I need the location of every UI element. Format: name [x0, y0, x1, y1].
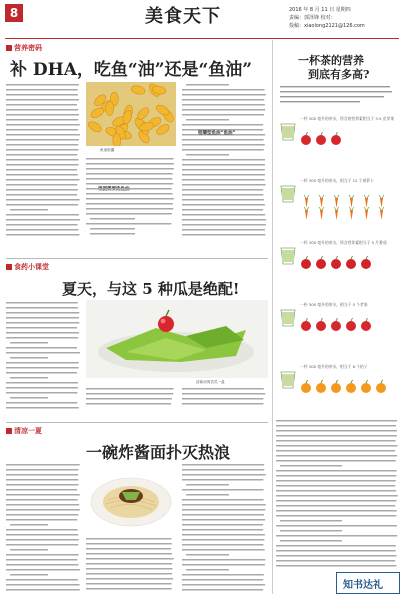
text-line — [10, 574, 48, 576]
apple-icon — [300, 132, 398, 162]
text-line — [10, 357, 48, 359]
article2-col1 — [6, 300, 82, 410]
text-line — [6, 469, 78, 471]
tea-row-label: 一杯 300 毫升的茶水，相当于 5 个苹果 — [300, 302, 368, 307]
text-line — [86, 568, 173, 570]
text-line — [86, 178, 172, 180]
text-line — [6, 149, 78, 151]
text-line — [182, 124, 263, 126]
text-line — [6, 312, 79, 314]
text-line — [182, 504, 266, 506]
text-line — [182, 398, 263, 400]
text-line — [6, 362, 79, 364]
text-line — [6, 169, 77, 171]
tea-row — [278, 362, 398, 420]
text-line — [6, 109, 78, 111]
article3-col3-textlines — [182, 462, 268, 592]
text-line — [86, 188, 172, 190]
text-line — [276, 480, 396, 482]
text-line — [182, 179, 265, 181]
publication-logo — [336, 572, 400, 594]
text-line — [186, 154, 229, 156]
text-line — [276, 505, 395, 507]
text-line — [86, 393, 173, 395]
text-line — [86, 198, 174, 200]
text-line — [6, 124, 80, 126]
text-line — [6, 372, 77, 374]
text-line — [6, 544, 78, 546]
article1-title: 补 DHA，吃鱼“油”还是“鱼油” — [10, 60, 253, 80]
text-line — [182, 474, 266, 476]
article2-title: 夏天，与这 5 种瓜是绝配! — [62, 280, 240, 298]
text-line — [10, 549, 48, 551]
text-line — [182, 214, 265, 216]
column-marker-icon — [6, 45, 12, 51]
text-line — [86, 208, 173, 210]
column-label-food-class: 食药小课堂 — [6, 262, 49, 272]
page-header — [5, 4, 399, 38]
text-line — [182, 534, 265, 536]
noodle-photo — [86, 462, 176, 532]
text-line — [6, 322, 79, 324]
text-line — [6, 392, 77, 394]
text-line — [6, 569, 80, 571]
orange-icon — [300, 380, 398, 410]
sidebar-divider — [272, 40, 273, 594]
text-line — [182, 393, 265, 395]
text-line — [86, 563, 172, 565]
tea-sidebar — [276, 40, 400, 410]
text-line — [182, 99, 264, 101]
header-rule — [5, 38, 399, 39]
teacup-icon — [278, 118, 298, 142]
text-line — [10, 397, 48, 399]
text-line — [182, 514, 264, 516]
text-line — [276, 430, 397, 432]
text-line — [6, 99, 79, 101]
teacup-icon — [278, 366, 298, 390]
apple-icon — [300, 318, 398, 348]
article3-col2 — [86, 536, 176, 592]
text-line — [276, 550, 396, 552]
fish-oil-photo — [86, 82, 176, 146]
text-line — [6, 479, 78, 481]
text-line — [182, 524, 263, 526]
text-line — [86, 223, 171, 225]
text-line — [6, 382, 78, 384]
text-line — [10, 209, 48, 211]
text-line — [182, 574, 264, 576]
text-line — [86, 558, 174, 560]
text-line — [186, 484, 229, 486]
text-line — [280, 520, 342, 522]
text-line — [276, 525, 397, 527]
text-line — [6, 564, 79, 566]
text-line — [6, 489, 77, 491]
tea-row — [278, 300, 398, 358]
text-line — [6, 159, 79, 161]
article3-title: 一碗炸酱面扑灭热浪 — [86, 443, 231, 462]
text-line — [182, 199, 264, 201]
fish-oil-caption: 鱼油胶囊 — [100, 148, 115, 152]
tea-row — [278, 114, 398, 172]
text-line — [6, 144, 78, 146]
text-line — [276, 545, 396, 547]
article3-col1-textlines — [6, 462, 82, 592]
text-line — [182, 89, 265, 91]
text-line — [6, 589, 80, 591]
text-line — [6, 104, 77, 106]
text-line — [186, 569, 229, 571]
text-line — [182, 224, 266, 226]
text-line — [182, 94, 266, 96]
text-line — [86, 388, 174, 390]
text-line — [6, 154, 77, 156]
text-line — [10, 342, 48, 344]
text-line — [6, 559, 77, 561]
text-line — [86, 398, 172, 400]
article2-col2 — [86, 386, 176, 410]
text-line — [182, 479, 263, 481]
text-line — [86, 573, 172, 575]
text-line — [182, 229, 265, 231]
text-line — [86, 193, 172, 195]
text-line — [182, 509, 265, 511]
article1-col3-textlines — [182, 82, 268, 240]
column-marker-icon — [6, 428, 12, 434]
teacup-icon — [278, 180, 298, 204]
sidebar-lower-text — [276, 418, 400, 568]
text-line — [6, 199, 80, 201]
text-line — [182, 109, 265, 111]
header-editor: 责编：郭泽锋 校对： — [289, 15, 336, 21]
text-line — [6, 174, 78, 176]
text-line — [90, 233, 135, 235]
text-line — [182, 169, 265, 171]
text-line — [182, 204, 265, 206]
text-line — [186, 494, 229, 496]
text-line — [182, 529, 263, 531]
text-line — [6, 219, 80, 221]
text-line — [6, 189, 78, 191]
section-divider-2 — [6, 422, 268, 423]
teacup-icon — [278, 304, 298, 328]
text-line — [182, 164, 265, 166]
text-line — [186, 119, 229, 121]
text-line — [6, 519, 77, 521]
text-line — [182, 144, 265, 146]
text-line — [6, 317, 79, 319]
text-line — [6, 337, 78, 339]
tea-row — [278, 238, 398, 296]
article1-col1-textlines — [6, 82, 82, 240]
text-line — [6, 484, 78, 486]
sidebar-title: 一杯茶的营养 — [298, 54, 364, 67]
fish-oil-capsules-image — [86, 82, 176, 146]
text-line — [276, 420, 397, 422]
text-line — [6, 332, 79, 334]
text-line — [6, 302, 78, 304]
text-line — [6, 139, 79, 141]
text-line — [86, 548, 171, 550]
text-line — [182, 174, 265, 176]
text-line — [6, 387, 78, 389]
header-meta — [289, 6, 399, 30]
text-line — [276, 485, 395, 487]
text-line — [276, 450, 395, 452]
page-number: 8 — [5, 4, 23, 22]
text-line — [6, 494, 80, 496]
text-line — [276, 495, 398, 497]
text-line — [276, 470, 397, 472]
text-line — [182, 234, 265, 236]
text-line — [276, 510, 397, 512]
text-line — [86, 163, 174, 165]
text-line — [86, 403, 171, 405]
text-line — [10, 524, 48, 526]
article1-col1 — [6, 82, 82, 240]
text-line — [182, 149, 264, 151]
text-line — [6, 164, 79, 166]
text-line — [276, 475, 396, 477]
text-line — [6, 224, 78, 226]
text-line — [280, 540, 342, 542]
sidebar-subtitle: 到底有多高? — [308, 68, 370, 81]
text-line — [182, 544, 263, 546]
text-line — [276, 435, 397, 437]
text-line — [6, 129, 78, 131]
article2-col2-textlines — [86, 386, 176, 410]
text-line — [276, 460, 396, 462]
text-line — [6, 554, 79, 556]
article1-col2 — [86, 156, 176, 240]
tea-row-label: 一杯 300 毫升的茶水，相当于 12 个胡萝卜 — [300, 178, 374, 183]
melon-caption: 清新凉爽苦瓜一盘 — [196, 380, 225, 384]
text-line — [182, 469, 264, 471]
text-line — [182, 104, 265, 106]
text-line — [182, 549, 265, 551]
article3-col2-textlines — [86, 536, 176, 592]
article1-subhead2: 咀嚼型鱼油“鱼油” — [198, 131, 236, 136]
text-line — [276, 425, 396, 427]
text-line — [86, 158, 174, 160]
text-line — [276, 440, 396, 442]
text-line — [10, 377, 48, 379]
text-line — [276, 565, 396, 567]
text-line — [6, 194, 77, 196]
text-line — [6, 179, 80, 181]
text-line — [182, 589, 263, 591]
text-line — [182, 499, 264, 501]
sidebar-lower-textlines — [276, 418, 400, 568]
column-label-summer: 清凉一夏 — [6, 426, 42, 436]
text-line — [280, 465, 342, 467]
text-line — [182, 564, 265, 566]
text-line — [6, 407, 79, 409]
text-line — [86, 578, 173, 580]
carrot-icon — [300, 194, 398, 224]
teacup-icon — [278, 242, 298, 266]
text-line — [86, 203, 173, 205]
text-line — [6, 307, 78, 309]
text-line — [6, 94, 78, 96]
text-line — [182, 403, 263, 405]
text-line — [6, 534, 78, 536]
text-line — [276, 560, 395, 562]
melon-photo — [86, 300, 268, 378]
text-line — [6, 214, 79, 216]
text-line — [276, 455, 397, 457]
text-line — [86, 168, 174, 170]
text-line — [6, 584, 80, 586]
tea-row-label: 一杯 300 毫升的茶水，相当于 6 个桔子 — [300, 364, 368, 369]
text-line — [86, 553, 172, 555]
text-line — [182, 579, 263, 581]
text-line — [6, 499, 78, 501]
text-line — [182, 159, 265, 161]
text-line — [86, 173, 173, 175]
text-line — [182, 139, 264, 141]
text-line — [276, 535, 397, 537]
text-line — [182, 114, 264, 116]
text-line — [182, 189, 263, 191]
text-line — [86, 583, 172, 585]
text-line — [182, 519, 265, 521]
text-line — [86, 213, 172, 215]
text-line — [186, 84, 229, 86]
article2-col1-textlines — [6, 300, 82, 410]
article3-col1 — [6, 462, 82, 592]
text-line — [276, 490, 396, 492]
tomato-icon — [300, 256, 398, 286]
text-line — [6, 89, 78, 91]
text-line — [182, 559, 265, 561]
text-line — [6, 474, 78, 476]
article3-col3 — [182, 462, 268, 592]
text-line — [6, 204, 78, 206]
text-line — [6, 529, 78, 531]
text-line — [182, 184, 266, 186]
text-line — [6, 514, 78, 516]
text-line — [182, 464, 264, 466]
text-line — [182, 388, 264, 390]
text-line — [186, 554, 229, 556]
text-line — [276, 515, 396, 517]
text-line — [6, 402, 77, 404]
text-line — [6, 119, 78, 121]
text-line — [6, 539, 79, 541]
text-line — [86, 588, 172, 590]
section-divider-1 — [6, 258, 268, 259]
text-line — [276, 500, 396, 502]
article2-col3-textlines — [182, 386, 268, 410]
text-line — [182, 219, 266, 221]
text-line — [182, 584, 265, 586]
text-line — [90, 218, 135, 220]
text-line — [6, 579, 78, 581]
text-line — [182, 489, 264, 491]
text-line — [86, 543, 172, 545]
text-line — [6, 327, 77, 329]
text-line — [276, 445, 397, 447]
text-line — [6, 114, 79, 116]
tea-row-label: 一杯 300 毫升的茶水，所含营养素相当于 5 片番茄 — [300, 240, 387, 245]
text-line — [182, 539, 264, 541]
column-label-nutrition: 营养密码 — [6, 43, 42, 53]
text-line — [90, 228, 135, 230]
text-line — [86, 183, 173, 185]
text-line — [6, 464, 80, 466]
column-marker-icon — [6, 264, 12, 270]
text-line — [6, 352, 80, 354]
text-line — [6, 504, 79, 506]
text-line — [182, 209, 263, 211]
article1-col3 — [182, 82, 268, 240]
text-line — [6, 229, 79, 231]
tea-row — [278, 176, 398, 234]
bitter-melon-dish-image — [86, 300, 268, 378]
text-line — [182, 194, 263, 196]
header-email: 投稿：xiaolong2121@126.com — [289, 23, 365, 29]
text-line — [6, 509, 80, 511]
text-line — [6, 347, 77, 349]
text-line — [6, 367, 79, 369]
text-line — [6, 134, 80, 136]
text-line — [6, 234, 79, 236]
sidebar-intro-lines — [280, 84, 396, 108]
tea-row-label: 一杯 300 毫升的茶水，所含的营养素相当于 3.5 克苹果 — [300, 116, 395, 121]
article2-col3 — [182, 386, 268, 410]
capsule — [106, 101, 114, 115]
text-line — [86, 538, 171, 540]
article1-col2-textlines — [86, 156, 176, 240]
text-line — [6, 184, 77, 186]
text-line — [280, 530, 342, 532]
logo-text: 知书达礼 — [343, 580, 383, 591]
text-line — [276, 555, 397, 557]
header-date: 2016 年 8 月 11 日 星期四 — [289, 7, 351, 13]
section-title: 美食天下 — [145, 6, 221, 27]
zhajiang-noodles-image — [86, 462, 176, 532]
text-line — [6, 84, 79, 86]
